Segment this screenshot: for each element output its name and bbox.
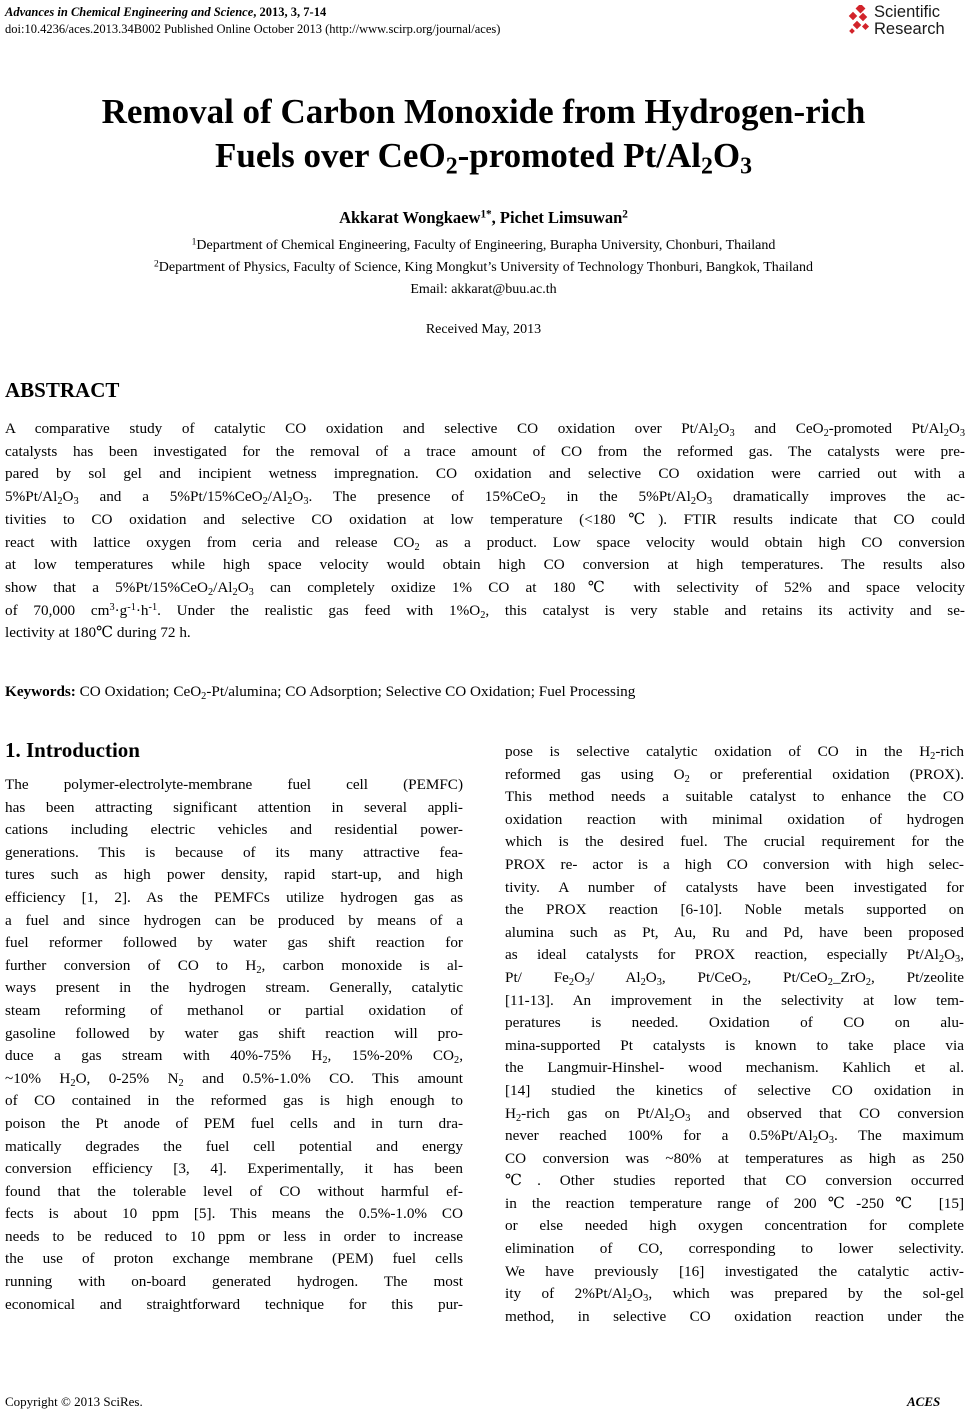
footer-copyright: Copyright © 2013 SciRes. xyxy=(5,1394,143,1409)
text-line: CO conversion was ~80% at temperatures as high as 250 xyxy=(505,1149,964,1167)
text-line: pared by sol gel and incipient wetness impregnation. CO oxidation and selective CO oxidation were carried out with a xyxy=(5,465,965,483)
text-line: catalysts has been investigated for the removal of a trace amount of CO from the reformed gas. The catalysts were pre- xyxy=(5,442,965,460)
title-line-2: Fuels over CeO$_2$-promoted $Pt/Al_2O_3$ xyxy=(215,136,752,180)
text-line: $5\%Pt/Al_2O_3$ and a $5\%Pt/15\%CeO_2/Al_2O_3$. The presence of 15%CeO$_2$ in the $5\%Pt/Al_2O_3$ dramatically improves the ac- xyxy=(5,488,965,507)
text-line: Pt/ $Fe_2O_3/$ $Al_2O_3$, Pt/CeO$_2$, Pt/CeO$_2$_ZrO$_2$, Pt/zeolite xyxy=(505,968,964,988)
journal-header xyxy=(5,5,326,20)
text-line: poison the Pt anode of PEM fuel cells and in turn dra- xyxy=(5,1114,463,1132)
text-line: show that a $5\%Pt/15\%CeO_2/Al_2O_3$ can completely oxidize 1% CO at 180℃ with selectivity of 52% and space velocity xyxy=(5,578,965,598)
affiliation-2: $^2$Department of Physics, Faculty of Science, King Mongkut’s University of Technology Thonburi, Bangkok, Thailand xyxy=(154,259,813,275)
text-line: the use of proton exchange membrane (PEM) fuel cells xyxy=(5,1250,463,1268)
abstract-body xyxy=(5,418,965,645)
text-line: PROX re- actor is a high CO conversion with high selec- xyxy=(505,855,964,873)
email: Email: akkarat@buu.ac.th xyxy=(410,282,557,297)
journal-volume: , 2013, 3, 7-14 xyxy=(253,5,327,19)
text-line: of 70,000 $cm^3\cdot g^{-1}\cdot h^{-1}$. Under the realistic gas feed with $1\%O_2$, this catalyst is very stable and retains its activity and se- xyxy=(5,601,965,621)
text-line: further conversion of CO to $H_2$, carbon monoxide is al- xyxy=(5,956,463,976)
paper-title xyxy=(0,90,967,178)
text-line: generations. This is because of its many attractive fea- xyxy=(5,843,463,861)
text-line: the Langmuir-Hinshel- wood mechanism. Kahlich et al. xyxy=(505,1059,964,1077)
abstract-heading: ABSTRACT xyxy=(5,378,120,402)
journal-name: Advances in Chemical Engineering and Science xyxy=(5,5,254,19)
publisher-logo xyxy=(848,2,966,42)
body-column-right xyxy=(505,741,964,1328)
text-line: react with lattice oxygen from ceria and release $CO_2$ as a product. Low space velocity would obtain high CO conversion xyxy=(5,533,965,553)
title-line-1: Removal of Carbon Monoxide from Hydrogen-rich xyxy=(101,92,866,131)
text-line: [11-13]. An improvement in the selectivity at low tem- xyxy=(505,991,964,1009)
footer-journal-abbrev: ACES xyxy=(907,1394,941,1409)
text-line: has been attracting significant attention in several appli- xyxy=(5,798,463,816)
text-line: oxidation reaction with minimal oxidation of hydrogen xyxy=(505,810,964,828)
text-line: as ideal catalysts for PROX reaction, especially $Pt/Al_2O_3$, xyxy=(505,946,964,966)
text-line: economical and straightforward technique for this pur- xyxy=(5,1295,463,1313)
logo-line-1: Scientific xyxy=(874,3,941,21)
text-line: running with on-board generated hydrogen. The most xyxy=(5,1273,463,1291)
text-line: at low temperatures while high space velocity would obtain high CO conversion at high temperatures. The results also xyxy=(5,556,965,574)
text-line: found that the tolerable level of CO without harmful ef- xyxy=(5,1182,463,1200)
section-heading-introduction: 1. Introduction xyxy=(5,738,140,762)
text-line: ways present in the hydrogen stream. Generally, catalytic xyxy=(5,979,463,997)
keywords xyxy=(5,683,635,701)
doi-line: doi:10.4236/aces.2013.34B002 Published Online October 2013 (http://www.scirp.org/journal/aces) xyxy=(5,22,501,36)
text-line: alumina such as Pt, Au, Ru and Pd, have been proposed xyxy=(505,923,964,941)
text-line: $H_2$-rich gas on $Pt/Al_2O_3$ and observed that CO conversion xyxy=(505,1104,964,1124)
text-line: duce a gas stream with 40%-75% $H_2$, 15%-20% $CO_2$, xyxy=(5,1047,463,1067)
text-line: reformed gas using $O_2$ or preferential oxidation (PROX). xyxy=(505,765,965,785)
text-line: cations including electric vehicles and residential power- xyxy=(5,821,463,839)
text-line: ~10% $H_2O$, 0-25% $N_2$ and 0.5%-1.0% CO. This amount xyxy=(5,1069,463,1089)
keywords-label: Keywords: xyxy=(5,683,76,700)
text-line: A comparative study of catalytic CO oxidation and selective CO oxidation over $Pt/Al_2O_3$ and CeO$_2$-promoted $Pt/Al_2O_3$ xyxy=(5,420,965,439)
text-line: We have previously [16] investigated the catalytic activ- xyxy=(505,1262,964,1280)
keywords-list: CO Oxidation; CeO$_2$-Pt/alumina; CO Adsorption; Selective CO Oxidation; Fuel Processing xyxy=(75,683,636,702)
text-line: matically degrades the fuel cell potential and energy xyxy=(5,1137,463,1155)
text-line: fects is about 10 ppm [5]. This means the 0.5%-1.0% CO xyxy=(5,1205,463,1223)
text-line: ity of $2\%Pt/Al_2O_3$, which was prepared by the sol-gel xyxy=(505,1285,964,1305)
text-line: method, in selective CO oxidation reaction under the xyxy=(505,1307,964,1325)
text-line: the PROX reaction [6-10]. Noble metals supported on xyxy=(505,901,964,919)
text-line: mina-supported Pt catalysts is known to take place via xyxy=(505,1036,964,1054)
text-line: needs to be reduced to 10 ppm or less in order to increase xyxy=(5,1227,463,1245)
received-date: Received May, 2013 xyxy=(425,322,542,337)
text-line: elimination of CO, corresponding to lower selectivity. xyxy=(505,1240,964,1258)
text-line: This method needs a suitable catalyst to enhance the CO xyxy=(505,788,964,806)
text-line: tures such as high power density, rapid start-up, and high xyxy=(5,866,463,884)
text-line: tivity. A number of catalysts have been investigated for xyxy=(505,878,964,896)
text-line: steam reforming of methanol or partial oxidation of xyxy=(5,1001,463,1019)
text-line: [14] studied the kinetics of selective CO oxidation in xyxy=(505,1081,964,1099)
text-line: in the reaction temperature range of 200℃-250℃ [15] xyxy=(505,1194,964,1212)
text-line: fuel reformer followed by water gas shift reaction for xyxy=(5,934,463,952)
text-line: pose is selective catalytic oxidation of CO in the $H_2$-rich xyxy=(505,743,964,762)
text-line: tivities to CO oxidation and selective CO oxidation at low temperature (<180℃). FTIR results indicate that CO could xyxy=(5,510,965,528)
text-line: never reached 100% for a $0.5\%Pt/Al_2O_3$. The maximum xyxy=(505,1127,964,1146)
text-line: a fuel and since hydrogen can be produced by means of a xyxy=(5,911,463,929)
text-line: or else needed high oxygen concentration for complete xyxy=(505,1217,964,1235)
text-line: lectivity at 180℃ during 72 h. xyxy=(5,624,191,642)
text-line: efficiency [1, 2]. As the PEMFCs utilize hydrogen gas as xyxy=(5,888,463,906)
text-line: of CO contained in the reformed gas is high enough to xyxy=(5,1092,463,1110)
text-line: which is the desired fuel. The crucial requirement for the xyxy=(505,833,964,851)
text-line: gasoline followed by water gas shift reaction will pro- xyxy=(5,1024,463,1042)
text-line: peratures is needed. Oxidation of CO on alu- xyxy=(505,1014,964,1032)
affiliation-1: $^1$Department of Chemical Engineering, Faculty of Engineering, Burapha University, Chonburi, Thailand xyxy=(191,237,776,253)
text-line: ℃. Other studies reported that CO conversion occurred xyxy=(505,1172,964,1190)
logo-line-2: Research xyxy=(874,20,945,38)
publisher-logo-icon xyxy=(848,5,874,35)
text-line: The polymer-electrolyte-membrane fuel cell (PEMFC) xyxy=(5,776,463,793)
text-line: conversion efficiency [3, 4]. Experimentally, it has been xyxy=(5,1160,463,1178)
body-column-left xyxy=(5,774,463,1316)
authors: Akkarat Wongkaew$^{1*}$, Pichet Limsuwan$^2$ xyxy=(339,208,628,227)
